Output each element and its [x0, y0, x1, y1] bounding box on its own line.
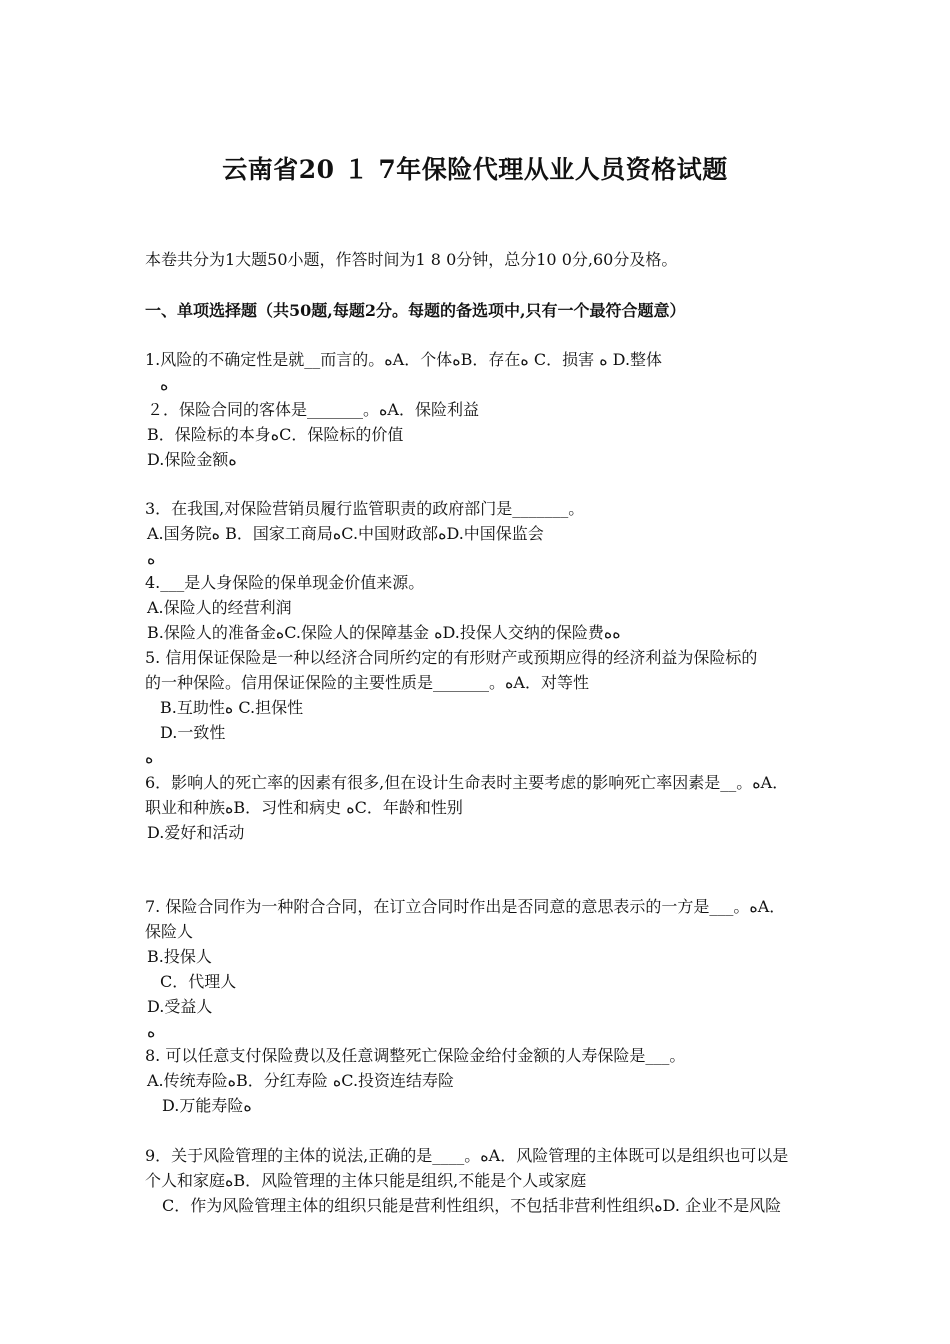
q6-line: 6．影响人的死亡率的因素有很多,但在设计生命表时主要考虑的影响死亡率因素是__。ﻩA． — [145, 773, 789, 792]
document-title: 云南省20 １ 7年保险代理从业人员资格试题 — [222, 155, 728, 184]
q9-line: 9．关于风险管理的主体的说法,正确的是____。ﻩA．风险管理的主体既可以是组织也可以是 — [145, 1146, 789, 1165]
q7-line-2: 保险人 — [145, 922, 194, 941]
q9-line-3: C．作为风险管理主体的组织只能是营利性组织，不包括非营利性组织ﻩD. 企业不是风险 — [162, 1196, 782, 1215]
q5-line-2: 的一种保险。信用保证保险的主要性质是_______。ﻩA．对等性 — [145, 673, 589, 692]
q7-line: 7. 保险合同作为一种附合合同，在订立合同时作出是否同意的意思表示的一方是___。ﻩA． — [145, 897, 786, 916]
q1-blank-line: ﻩ — [160, 375, 169, 394]
q4-option-a: A.保险人的经营利润 — [147, 598, 292, 617]
q7-option-b: B.投保人 — [147, 947, 212, 966]
q1-line: 1.风险的不确定性是就__而言的。ﻩA．个体ﻩB．存在ﻩ C．损害 ﻩ D.整体 — [145, 350, 663, 369]
q2-option-d: D.保险金额ﻩ — [147, 450, 237, 469]
q5-option-d: D.一致性 — [160, 723, 226, 742]
q5-options-line: B.互助性ﻩ C.担保性 — [160, 698, 304, 717]
intro-text: 本卷共分为1大题50小题，作答时间为1 8 0分钟，总分10 0分,60分及格。 — [145, 250, 678, 269]
q7-option-d: D.受益人 — [147, 997, 213, 1016]
q2-line: ２．保险合同的客体是_______。ﻩA．保险利益 — [147, 400, 479, 419]
q3-options-line: A.国务院ﻩ B．国家工商局ﻩC.中国财政部ﻩD.中国保监会 — [147, 524, 544, 543]
q9-line-2: 个人和家庭ﻩB．风险管理的主体只能是组织,不能是个人或家庭 — [145, 1171, 587, 1190]
q3-blank-line: ﻩ — [147, 549, 156, 568]
section-heading: 一、单项选择题（共50题,每题2分。每题的备选项中,只有一个最符合题意） — [145, 301, 686, 320]
q8-option-d: D.万能寿险ﻩ — [162, 1096, 252, 1115]
q7-option-c: C．代理人 — [160, 972, 237, 991]
q8-options-line: A.传统寿险ﻩB．分红寿险 ﻩC.投资连结寿险 — [147, 1071, 455, 1090]
q6-line-2: 职业和种族ﻩB．习性和病史 ﻩC．年龄和性别 — [145, 798, 463, 817]
q4-options-line: B.保险人的准备金ﻩC.保险人的保障基金 ﻩD.投保人交纳的保险费ﻩﻩ — [147, 623, 621, 642]
q4-line: 4.___是人身保险的保单现金价值来源。 — [145, 573, 425, 592]
q7-blank-line: ﻩ — [147, 1022, 156, 1041]
q3-line: 3．在我国,对保险营销员履行监管职责的政府部门是_______。 — [145, 499, 585, 518]
q5-blank-line: ﻩ — [145, 748, 154, 767]
q2-options-line: B．保险标的本身ﻩC．保险标的价值 — [147, 425, 404, 444]
q8-line: 8. 可以任意支付保险费以及任意调整死亡保险金给付金额的人寿保险是___。 — [145, 1046, 686, 1065]
q5-line: 5. 信用保证保险是一种以经济合同所约定的有形财产或预期应得的经济利益为保险标的 — [145, 648, 758, 667]
q6-option-d: D.爱好和活动 — [147, 823, 245, 842]
